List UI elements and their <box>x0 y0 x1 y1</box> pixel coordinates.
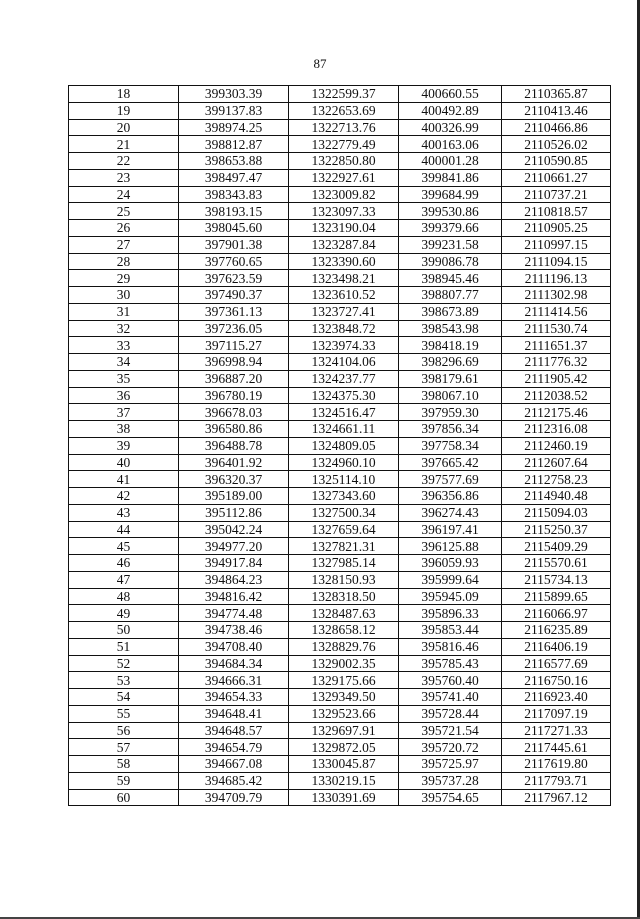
coord-x1-cell: 397623.59 <box>179 270 289 287</box>
coord-x2-cell: 399841.86 <box>399 169 502 186</box>
coord-y1-cell: 1328318.50 <box>289 588 399 605</box>
coord-y2-cell: 2115899.65 <box>502 588 611 605</box>
coord-x1-cell: 396488.78 <box>179 437 289 454</box>
coord-y2-cell: 2110661.27 <box>502 169 611 186</box>
table-row <box>69 521 611 538</box>
coord-x1-cell: 399137.83 <box>179 102 289 119</box>
coord-x2-cell: 397758.34 <box>399 437 502 454</box>
coord-y1-cell: 1322850.80 <box>289 153 399 170</box>
point-number-cell: 43 <box>69 504 179 521</box>
coord-x1-cell: 394738.46 <box>179 622 289 639</box>
coord-y1-cell: 1324809.05 <box>289 437 399 454</box>
coord-x1-cell: 394654.79 <box>179 739 289 756</box>
table-row <box>69 186 611 203</box>
table-row <box>69 772 611 789</box>
table-row <box>69 605 611 622</box>
table-row <box>69 303 611 320</box>
coord-y2-cell: 2111905.42 <box>502 370 611 387</box>
coord-x2-cell: 396059.93 <box>399 555 502 572</box>
coord-x2-cell: 399530.86 <box>399 203 502 220</box>
coord-x1-cell: 394684.34 <box>179 655 289 672</box>
coord-y2-cell: 2111651.37 <box>502 337 611 354</box>
point-number-cell: 54 <box>69 689 179 706</box>
table-row <box>69 571 611 588</box>
coord-y2-cell: 2117619.80 <box>502 756 611 773</box>
coord-y1-cell: 1322779.49 <box>289 136 399 153</box>
coord-x2-cell: 400326.99 <box>399 119 502 136</box>
coord-x2-cell: 395725.97 <box>399 756 502 773</box>
coord-y1-cell: 1322599.37 <box>289 86 399 103</box>
coord-x2-cell: 395721.54 <box>399 722 502 739</box>
table-row <box>69 86 611 103</box>
coord-y1-cell: 1328658.12 <box>289 622 399 639</box>
coord-y1-cell: 1330045.87 <box>289 756 399 773</box>
point-number-cell: 53 <box>69 672 179 689</box>
table-row <box>69 337 611 354</box>
coord-y2-cell: 2110526.02 <box>502 136 611 153</box>
coord-y1-cell: 1329002.35 <box>289 655 399 672</box>
coord-y2-cell: 2111414.56 <box>502 303 611 320</box>
coord-x2-cell: 396197.41 <box>399 521 502 538</box>
coord-x2-cell: 395754.65 <box>399 789 502 806</box>
coord-x2-cell: 395999.64 <box>399 571 502 588</box>
table-row <box>69 169 611 186</box>
coord-x2-cell: 399231.58 <box>399 236 502 253</box>
coord-x1-cell: 398343.83 <box>179 186 289 203</box>
coord-y2-cell: 2110466.86 <box>502 119 611 136</box>
table-row <box>69 236 611 253</box>
coord-y1-cell: 1328829.76 <box>289 638 399 655</box>
point-number-cell: 24 <box>69 186 179 203</box>
table-row <box>69 203 611 220</box>
coord-y1-cell: 1323727.41 <box>289 303 399 320</box>
coord-y2-cell: 2110413.46 <box>502 102 611 119</box>
table-row <box>69 253 611 270</box>
coord-x1-cell: 396998.94 <box>179 354 289 371</box>
coord-y2-cell: 2111530.74 <box>502 320 611 337</box>
point-number-cell: 47 <box>69 571 179 588</box>
table-row <box>69 739 611 756</box>
coord-y2-cell: 2112316.08 <box>502 421 611 438</box>
coord-y1-cell: 1324516.47 <box>289 404 399 421</box>
coord-x2-cell: 400660.55 <box>399 86 502 103</box>
point-number-cell: 36 <box>69 387 179 404</box>
coord-y1-cell: 1327985.14 <box>289 555 399 572</box>
table-row <box>69 287 611 304</box>
point-number-cell: 59 <box>69 772 179 789</box>
coord-x1-cell: 394977.20 <box>179 538 289 555</box>
point-number-cell: 25 <box>69 203 179 220</box>
point-number-cell: 38 <box>69 421 179 438</box>
point-number-cell: 57 <box>69 739 179 756</box>
point-number-cell: 51 <box>69 638 179 655</box>
coord-x1-cell: 395112.86 <box>179 504 289 521</box>
point-number-cell: 48 <box>69 588 179 605</box>
coord-y2-cell: 2115250.37 <box>502 521 611 538</box>
coord-x2-cell: 399086.78 <box>399 253 502 270</box>
table-row <box>69 655 611 672</box>
coord-x2-cell: 395737.28 <box>399 772 502 789</box>
coord-x2-cell: 395816.46 <box>399 638 502 655</box>
coord-y1-cell: 1329175.66 <box>289 672 399 689</box>
table-row <box>69 387 611 404</box>
table-row <box>69 270 611 287</box>
coord-x1-cell: 398497.47 <box>179 169 289 186</box>
coord-y2-cell: 2112038.52 <box>502 387 611 404</box>
coord-x2-cell: 395785.43 <box>399 655 502 672</box>
coord-y1-cell: 1322653.69 <box>289 102 399 119</box>
coord-y2-cell: 2115094.03 <box>502 504 611 521</box>
coord-x1-cell: 396580.86 <box>179 421 289 438</box>
coord-x2-cell: 395728.44 <box>399 705 502 722</box>
coord-x2-cell: 397577.69 <box>399 471 502 488</box>
point-number-cell: 49 <box>69 605 179 622</box>
table-row <box>69 638 611 655</box>
coord-y2-cell: 2110818.57 <box>502 203 611 220</box>
coord-x2-cell: 398543.98 <box>399 320 502 337</box>
coord-x1-cell: 398193.15 <box>179 203 289 220</box>
coord-y1-cell: 1323848.72 <box>289 320 399 337</box>
table-row <box>69 538 611 555</box>
coord-x2-cell: 397665.42 <box>399 454 502 471</box>
coord-x1-cell: 395189.00 <box>179 488 289 505</box>
table-row <box>69 370 611 387</box>
coord-x2-cell: 398945.46 <box>399 270 502 287</box>
page-number: 87 <box>313 56 327 71</box>
table-row <box>69 320 611 337</box>
coord-x2-cell: 400001.28 <box>399 153 502 170</box>
coord-y2-cell: 2117793.71 <box>502 772 611 789</box>
table-row <box>69 471 611 488</box>
coord-x2-cell: 398296.69 <box>399 354 502 371</box>
table-row <box>69 622 611 639</box>
point-number-cell: 41 <box>69 471 179 488</box>
coord-y2-cell: 2111196.13 <box>502 270 611 287</box>
coord-y1-cell: 1323610.52 <box>289 287 399 304</box>
coord-x2-cell: 398673.89 <box>399 303 502 320</box>
coord-x2-cell: 395945.09 <box>399 588 502 605</box>
point-number-cell: 34 <box>69 354 179 371</box>
coord-x1-cell: 394709.79 <box>179 789 289 806</box>
coord-y2-cell: 2110737.21 <box>502 186 611 203</box>
point-number-cell: 33 <box>69 337 179 354</box>
coord-y1-cell: 1324104.06 <box>289 354 399 371</box>
table-row <box>69 153 611 170</box>
coord-x2-cell: 395853.44 <box>399 622 502 639</box>
coord-y2-cell: 2117445.61 <box>502 739 611 756</box>
point-number-cell: 55 <box>69 705 179 722</box>
coord-x1-cell: 397901.38 <box>179 236 289 253</box>
coordinates-table-body <box>69 86 611 806</box>
coord-y1-cell: 1322927.61 <box>289 169 399 186</box>
table-row <box>69 119 611 136</box>
coord-y1-cell: 1327343.60 <box>289 488 399 505</box>
coord-x2-cell: 398179.61 <box>399 370 502 387</box>
coord-x2-cell: 400492.89 <box>399 102 502 119</box>
table-row <box>69 102 611 119</box>
table-row <box>69 756 611 773</box>
coord-y1-cell: 1323974.33 <box>289 337 399 354</box>
point-number-cell: 44 <box>69 521 179 538</box>
coord-y2-cell: 2112460.19 <box>502 437 611 454</box>
coord-y2-cell: 2116750.16 <box>502 672 611 689</box>
table-row <box>69 722 611 739</box>
coord-x1-cell: 394816.42 <box>179 588 289 605</box>
coord-y1-cell: 1324661.11 <box>289 421 399 438</box>
coord-y2-cell: 2112607.64 <box>502 454 611 471</box>
coord-x2-cell: 395741.40 <box>399 689 502 706</box>
coord-y2-cell: 2117271.33 <box>502 722 611 739</box>
coord-y1-cell: 1327500.34 <box>289 504 399 521</box>
coord-y1-cell: 1330219.15 <box>289 772 399 789</box>
coord-x1-cell: 398974.25 <box>179 119 289 136</box>
coord-x2-cell: 395896.33 <box>399 605 502 622</box>
coord-y1-cell: 1329523.66 <box>289 705 399 722</box>
coord-y2-cell: 2112175.46 <box>502 404 611 421</box>
table-row <box>69 454 611 471</box>
coord-x1-cell: 397760.65 <box>179 253 289 270</box>
coord-y2-cell: 2111776.32 <box>502 354 611 371</box>
coord-x2-cell: 398067.10 <box>399 387 502 404</box>
coord-y2-cell: 2115570.61 <box>502 555 611 572</box>
coord-x2-cell: 398807.77 <box>399 287 502 304</box>
coord-x1-cell: 394685.42 <box>179 772 289 789</box>
coord-y1-cell: 1322713.76 <box>289 119 399 136</box>
coord-y1-cell: 1330391.69 <box>289 789 399 806</box>
coord-x1-cell: 394666.31 <box>179 672 289 689</box>
coord-y1-cell: 1329872.05 <box>289 739 399 756</box>
coord-x2-cell: 397856.34 <box>399 421 502 438</box>
point-number-cell: 27 <box>69 236 179 253</box>
table-row <box>69 488 611 505</box>
coord-y1-cell: 1327821.31 <box>289 538 399 555</box>
coord-y2-cell: 2114940.48 <box>502 488 611 505</box>
point-number-cell: 29 <box>69 270 179 287</box>
coord-x2-cell: 400163.06 <box>399 136 502 153</box>
coord-y2-cell: 2117097.19 <box>502 705 611 722</box>
coord-x1-cell: 396678.03 <box>179 404 289 421</box>
table-row <box>69 404 611 421</box>
coord-y2-cell: 2115409.29 <box>502 538 611 555</box>
coord-y1-cell: 1323498.21 <box>289 270 399 287</box>
table-row <box>69 504 611 521</box>
coord-y1-cell: 1324375.30 <box>289 387 399 404</box>
point-number-cell: 37 <box>69 404 179 421</box>
table-row <box>69 136 611 153</box>
point-number-cell: 31 <box>69 303 179 320</box>
coord-x1-cell: 397361.13 <box>179 303 289 320</box>
coord-y1-cell: 1323009.82 <box>289 186 399 203</box>
coord-x1-cell: 398812.87 <box>179 136 289 153</box>
coord-x1-cell: 394864.23 <box>179 571 289 588</box>
coord-y1-cell: 1327659.64 <box>289 521 399 538</box>
coord-y2-cell: 2110590.85 <box>502 153 611 170</box>
point-number-cell: 35 <box>69 370 179 387</box>
coord-x2-cell: 396274.43 <box>399 504 502 521</box>
point-number-cell: 28 <box>69 253 179 270</box>
coord-y1-cell: 1323390.60 <box>289 253 399 270</box>
point-number-cell: 60 <box>69 789 179 806</box>
coord-y2-cell: 2111302.98 <box>502 287 611 304</box>
point-number-cell: 56 <box>69 722 179 739</box>
coord-x1-cell: 394648.41 <box>179 705 289 722</box>
coord-x1-cell: 397115.27 <box>179 337 289 354</box>
coord-y2-cell: 2110997.15 <box>502 236 611 253</box>
coord-x1-cell: 394774.48 <box>179 605 289 622</box>
coord-y2-cell: 2116923.40 <box>502 689 611 706</box>
table-row <box>69 437 611 454</box>
point-number-cell: 52 <box>69 655 179 672</box>
coord-x1-cell: 397490.37 <box>179 287 289 304</box>
coord-x2-cell: 398418.19 <box>399 337 502 354</box>
coord-y1-cell: 1323097.33 <box>289 203 399 220</box>
coord-y2-cell: 2110905.25 <box>502 220 611 237</box>
coord-x2-cell: 396125.88 <box>399 538 502 555</box>
coord-x2-cell: 395720.72 <box>399 739 502 756</box>
coord-y1-cell: 1324237.77 <box>289 370 399 387</box>
coord-x1-cell: 394667.08 <box>179 756 289 773</box>
coord-x1-cell: 396401.92 <box>179 454 289 471</box>
coord-x1-cell: 398653.88 <box>179 153 289 170</box>
coord-x1-cell: 395042.24 <box>179 521 289 538</box>
table-row <box>69 705 611 722</box>
coord-x1-cell: 396320.37 <box>179 471 289 488</box>
table-row <box>69 354 611 371</box>
coord-x1-cell: 394708.40 <box>179 638 289 655</box>
coordinates-table <box>68 85 611 806</box>
coord-x1-cell: 396887.20 <box>179 370 289 387</box>
coord-y1-cell: 1324960.10 <box>289 454 399 471</box>
point-number-cell: 58 <box>69 756 179 773</box>
point-number-cell: 40 <box>69 454 179 471</box>
coord-y1-cell: 1328150.93 <box>289 571 399 588</box>
coord-y1-cell: 1323190.04 <box>289 220 399 237</box>
point-number-cell: 50 <box>69 622 179 639</box>
coord-x1-cell: 399303.39 <box>179 86 289 103</box>
coord-y2-cell: 2116577.69 <box>502 655 611 672</box>
coord-x1-cell: 397236.05 <box>179 320 289 337</box>
point-number-cell: 45 <box>69 538 179 555</box>
point-number-cell: 32 <box>69 320 179 337</box>
table-row <box>69 588 611 605</box>
point-number-cell: 23 <box>69 169 179 186</box>
table-row <box>69 689 611 706</box>
point-number-cell: 19 <box>69 102 179 119</box>
point-number-cell: 39 <box>69 437 179 454</box>
coord-x2-cell: 396356.86 <box>399 488 502 505</box>
point-number-cell: 18 <box>69 86 179 103</box>
coord-x2-cell: 395760.40 <box>399 672 502 689</box>
point-number-cell: 22 <box>69 153 179 170</box>
coord-y1-cell: 1325114.10 <box>289 471 399 488</box>
coord-y2-cell: 2117967.12 <box>502 789 611 806</box>
coord-y2-cell: 2111094.15 <box>502 253 611 270</box>
point-number-cell: 20 <box>69 119 179 136</box>
table-row <box>69 421 611 438</box>
coord-x2-cell: 399684.99 <box>399 186 502 203</box>
coord-y1-cell: 1328487.63 <box>289 605 399 622</box>
table-row <box>69 220 611 237</box>
coord-y1-cell: 1329349.50 <box>289 689 399 706</box>
coord-y2-cell: 2112758.23 <box>502 471 611 488</box>
point-number-cell: 46 <box>69 555 179 572</box>
coord-x1-cell: 394917.84 <box>179 555 289 572</box>
coord-y2-cell: 2115734.13 <box>502 571 611 588</box>
coord-y1-cell: 1323287.84 <box>289 236 399 253</box>
coord-x1-cell: 394654.33 <box>179 689 289 706</box>
point-number-cell: 42 <box>69 488 179 505</box>
point-number-cell: 26 <box>69 220 179 237</box>
coord-y2-cell: 2116406.19 <box>502 638 611 655</box>
coord-y2-cell: 2110365.87 <box>502 86 611 103</box>
coord-x1-cell: 396780.19 <box>179 387 289 404</box>
coord-x1-cell: 394648.57 <box>179 722 289 739</box>
coord-y2-cell: 2116235.89 <box>502 622 611 639</box>
coord-y1-cell: 1329697.91 <box>289 722 399 739</box>
table-row <box>69 672 611 689</box>
point-number-cell: 21 <box>69 136 179 153</box>
coord-x2-cell: 397959.30 <box>399 404 502 421</box>
coord-y2-cell: 2116066.97 <box>502 605 611 622</box>
table-row <box>69 555 611 572</box>
coord-x2-cell: 399379.66 <box>399 220 502 237</box>
coord-x1-cell: 398045.60 <box>179 220 289 237</box>
point-number-cell: 30 <box>69 287 179 304</box>
table-row <box>69 789 611 806</box>
